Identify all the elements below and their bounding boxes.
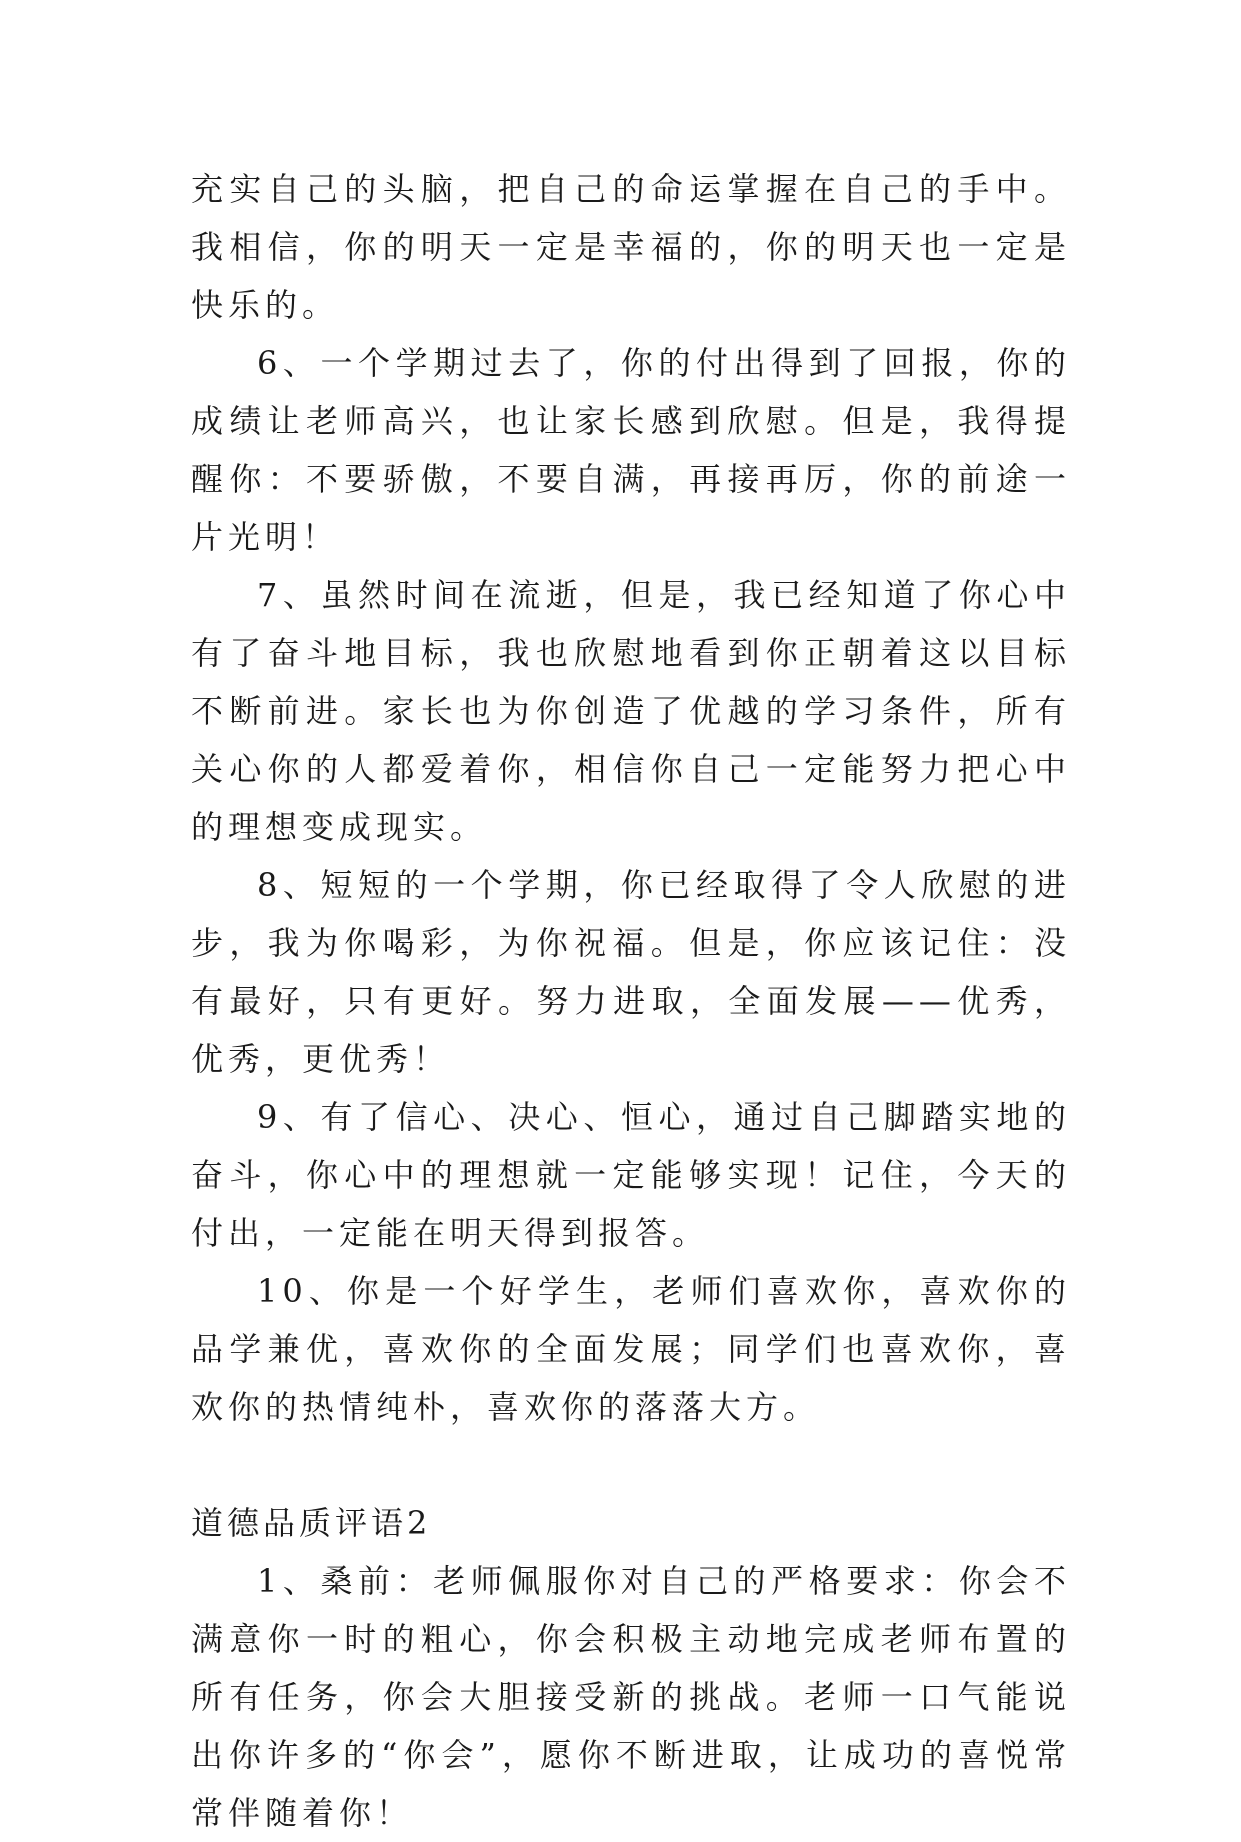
comment-item-9: 9、有了信心、决心、恒心，通过自己脚踏实地的奋斗，你心中的理想就一定能够实现！记住，今天的付出，一定能在明天得到报答。 xyxy=(191,1098,1071,1252)
comment-item-1: 1、桑前：老师佩服你对自己的严格要求：你会不满意你一时的粗心，你会积极主动地完成老师布置的所有任务，你会大胆接受新的挑战。老师一口气能说出你许多的“你会”，愿你不断进取，让成功的喜悦常常伴随着你！ xyxy=(191,1562,1071,1832)
comment-item-8: 8、短短的一个学期，你已经取得了令人欣慰的进步，我为你喝彩，为你祝福。但是，你应该记住：没有最好，只有更好。努力进取，全面发展——优秀，优秀，更优秀！ xyxy=(191,866,1071,1078)
section-heading: 道德品质评语2 xyxy=(191,1504,432,1542)
comment-item-10: 10、你是一个好学生，老师们喜欢你，喜欢你的品学兼优，喜欢你的全面发展；同学们也喜欢你，喜欢你的热情纯朴，喜欢你的落落大方。 xyxy=(191,1272,1071,1426)
continuation-paragraph: 充实自己的头脑，把自己的命运掌握在自己的手中。我相信，你的明天一定是幸福的，你的明天也一定是快乐的。 xyxy=(191,170,1071,324)
comment-item-7: 7、虽然时间在流逝，但是，我已经知道了你心中有了奋斗地目标，我也欣慰地看到你正朝着这以目标不断前进。家长也为你创造了优越的学习条件，所有关心你的人都爱着你，相信你自己一定能努力把心中的理想变成现实。 xyxy=(191,576,1071,846)
document-body xyxy=(191,160,1071,1842)
comment-item-6: 6、一个学期过去了，你的付出得到了回报，你的成绩让老师高兴，也让家长感到欣慰。但是，我得提醒你：不要骄傲，不要自满，再接再厉，你的前途一片光明！ xyxy=(191,344,1071,556)
